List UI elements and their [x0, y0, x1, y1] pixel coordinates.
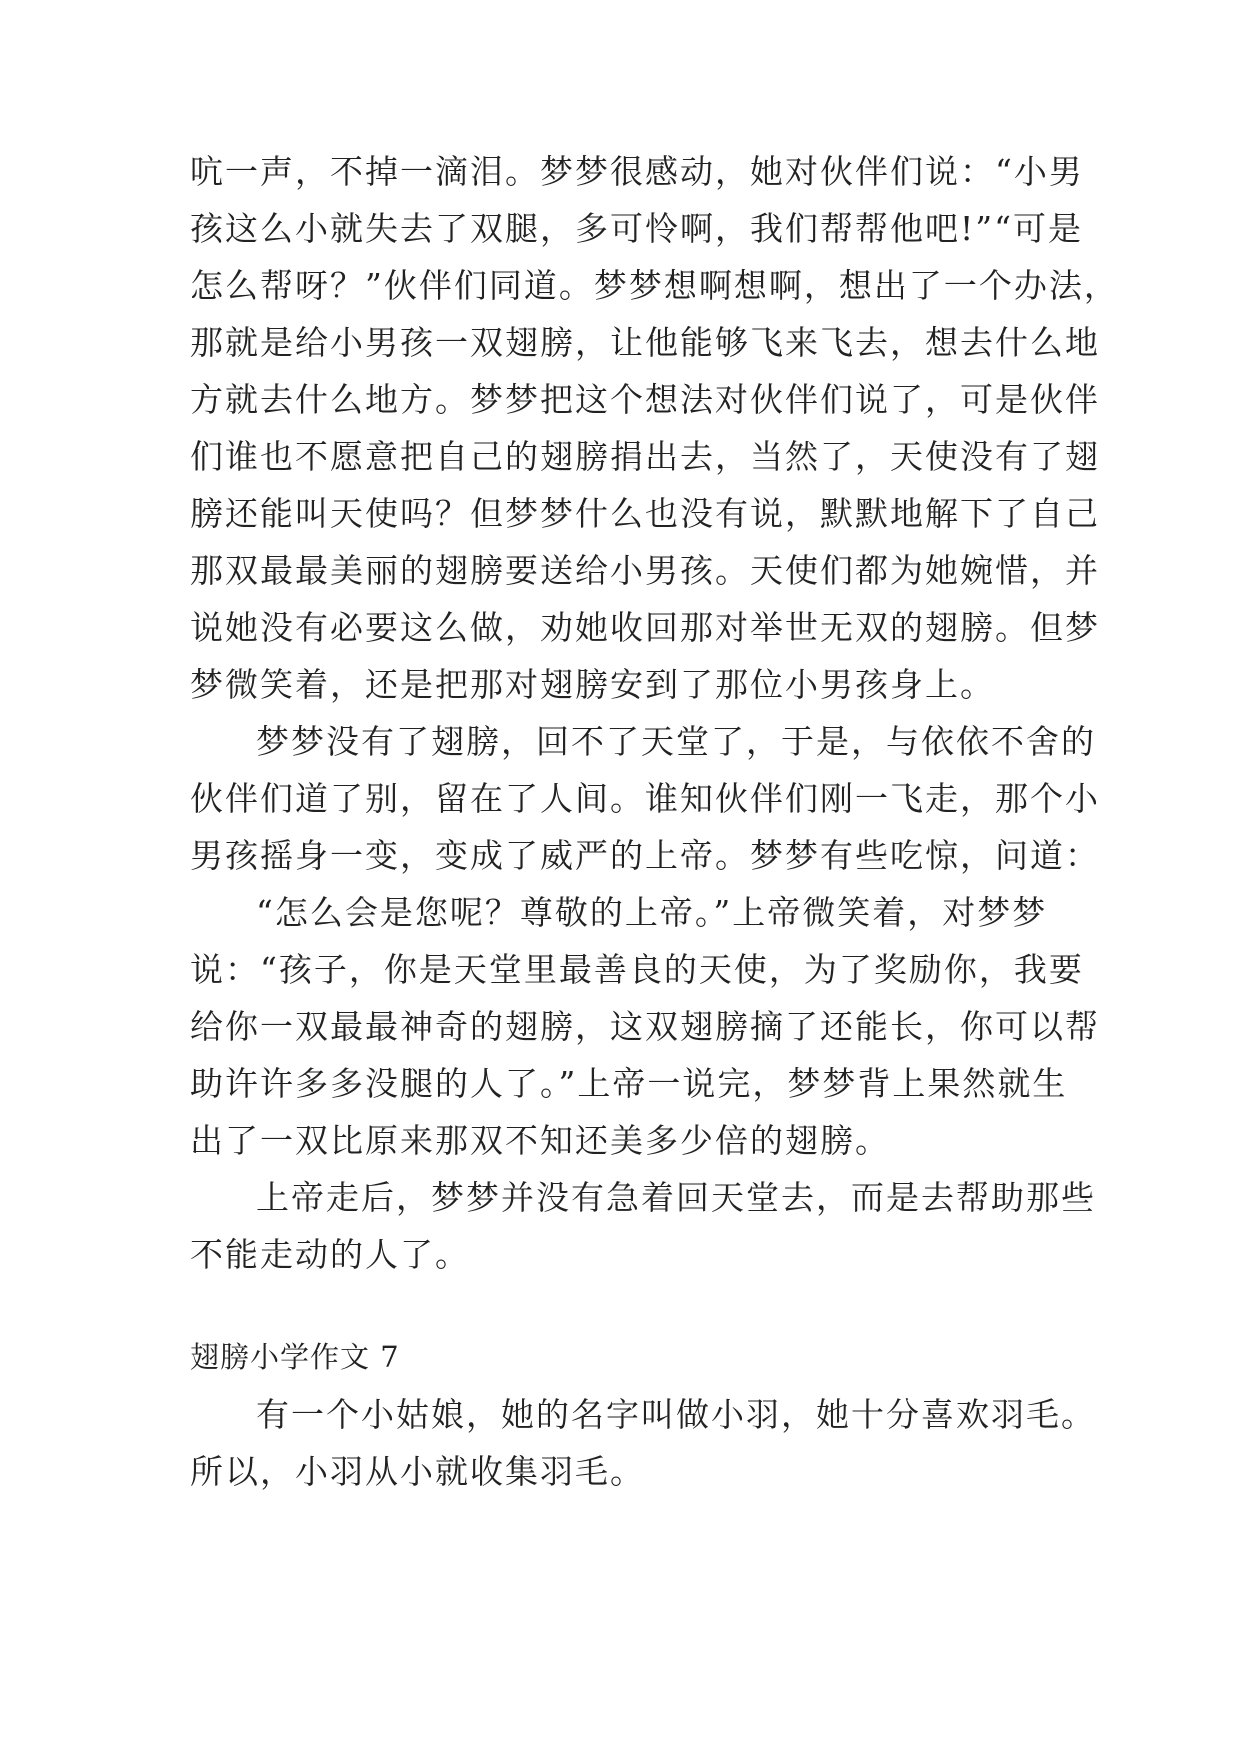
text-line: 上帝走后，梦梦并没有急着回天堂去，而是去帮助那些 — [256, 1178, 1096, 1217]
text-line: 助许许多多没腿的人了。”上帝一说完，梦梦背上果然就生 — [190, 1064, 1068, 1103]
text-line: 孩这么小就失去了双腿，多可怜啊，我们帮帮他吧!”“可是 — [190, 209, 1084, 248]
text-line: 们谁也不愿意把自己的翅膀捐出去，当然了，天使没有了翅 — [190, 437, 1100, 476]
text-line: 所以，小羽从小就收集羽毛。 — [190, 1452, 645, 1491]
text-line: 膀还能叫天使吗？但梦梦什么也没有说，默默地解下了自己 — [190, 494, 1100, 533]
text-line: 有一个小姑娘，她的名字叫做小羽，她十分喜欢羽毛。 — [256, 1395, 1096, 1434]
text-line: 吭一声，不掉一滴泪。梦梦很感动，她对伙伴们说：“小男 — [190, 152, 1084, 191]
text-line: 那双最最美丽的翅膀要送给小男孩。天使们都为她婉惜，并 — [190, 551, 1100, 590]
text-line: 梦梦没有了翅膀，回不了天堂了，于是，与依依不舍的 — [256, 722, 1096, 761]
text-line: 给你一双最最神奇的翅膀，这双翅膀摘了还能长，你可以帮 — [190, 1007, 1100, 1046]
text-line: 说她没有必要这么做，劝她收回那对举世无双的翅膀。但梦 — [190, 608, 1100, 647]
text-line: 不能走动的人了。 — [190, 1235, 470, 1274]
text-line: 男孩摇身一变，变成了威严的上帝。梦梦有些吃惊，问道： — [190, 836, 1100, 875]
text-line: 梦微笑着，还是把那对翅膀安到了那位小男孩身上。 — [190, 665, 995, 704]
text-line: 出了一双比原来那双不知还美多少倍的翅膀。 — [190, 1121, 890, 1160]
text-line: “怎么会是您呢？尊敬的上帝。”上帝微笑着，对梦梦 — [256, 893, 1048, 932]
text-line: 方就去什么地方。梦梦把这个想法对伙伴们说了，可是伙伴 — [190, 380, 1100, 419]
text-line: 说：“孩子，你是天堂里最善良的天使，为了奖励你，我要 — [190, 950, 1084, 989]
text-line: 伙伴们道了别，留在了人间。谁知伙伴们刚一飞走，那个小 — [190, 779, 1100, 818]
section-title: 翅膀小学作文 7 — [190, 1340, 400, 1374]
text-line: 怎么帮呀？”伙伴们同道。梦梦想啊想啊，想出了一个办法， — [190, 266, 1119, 305]
text-line: 那就是给小男孩一双翅膀，让他能够飞来飞去，想去什么地 — [190, 323, 1100, 362]
